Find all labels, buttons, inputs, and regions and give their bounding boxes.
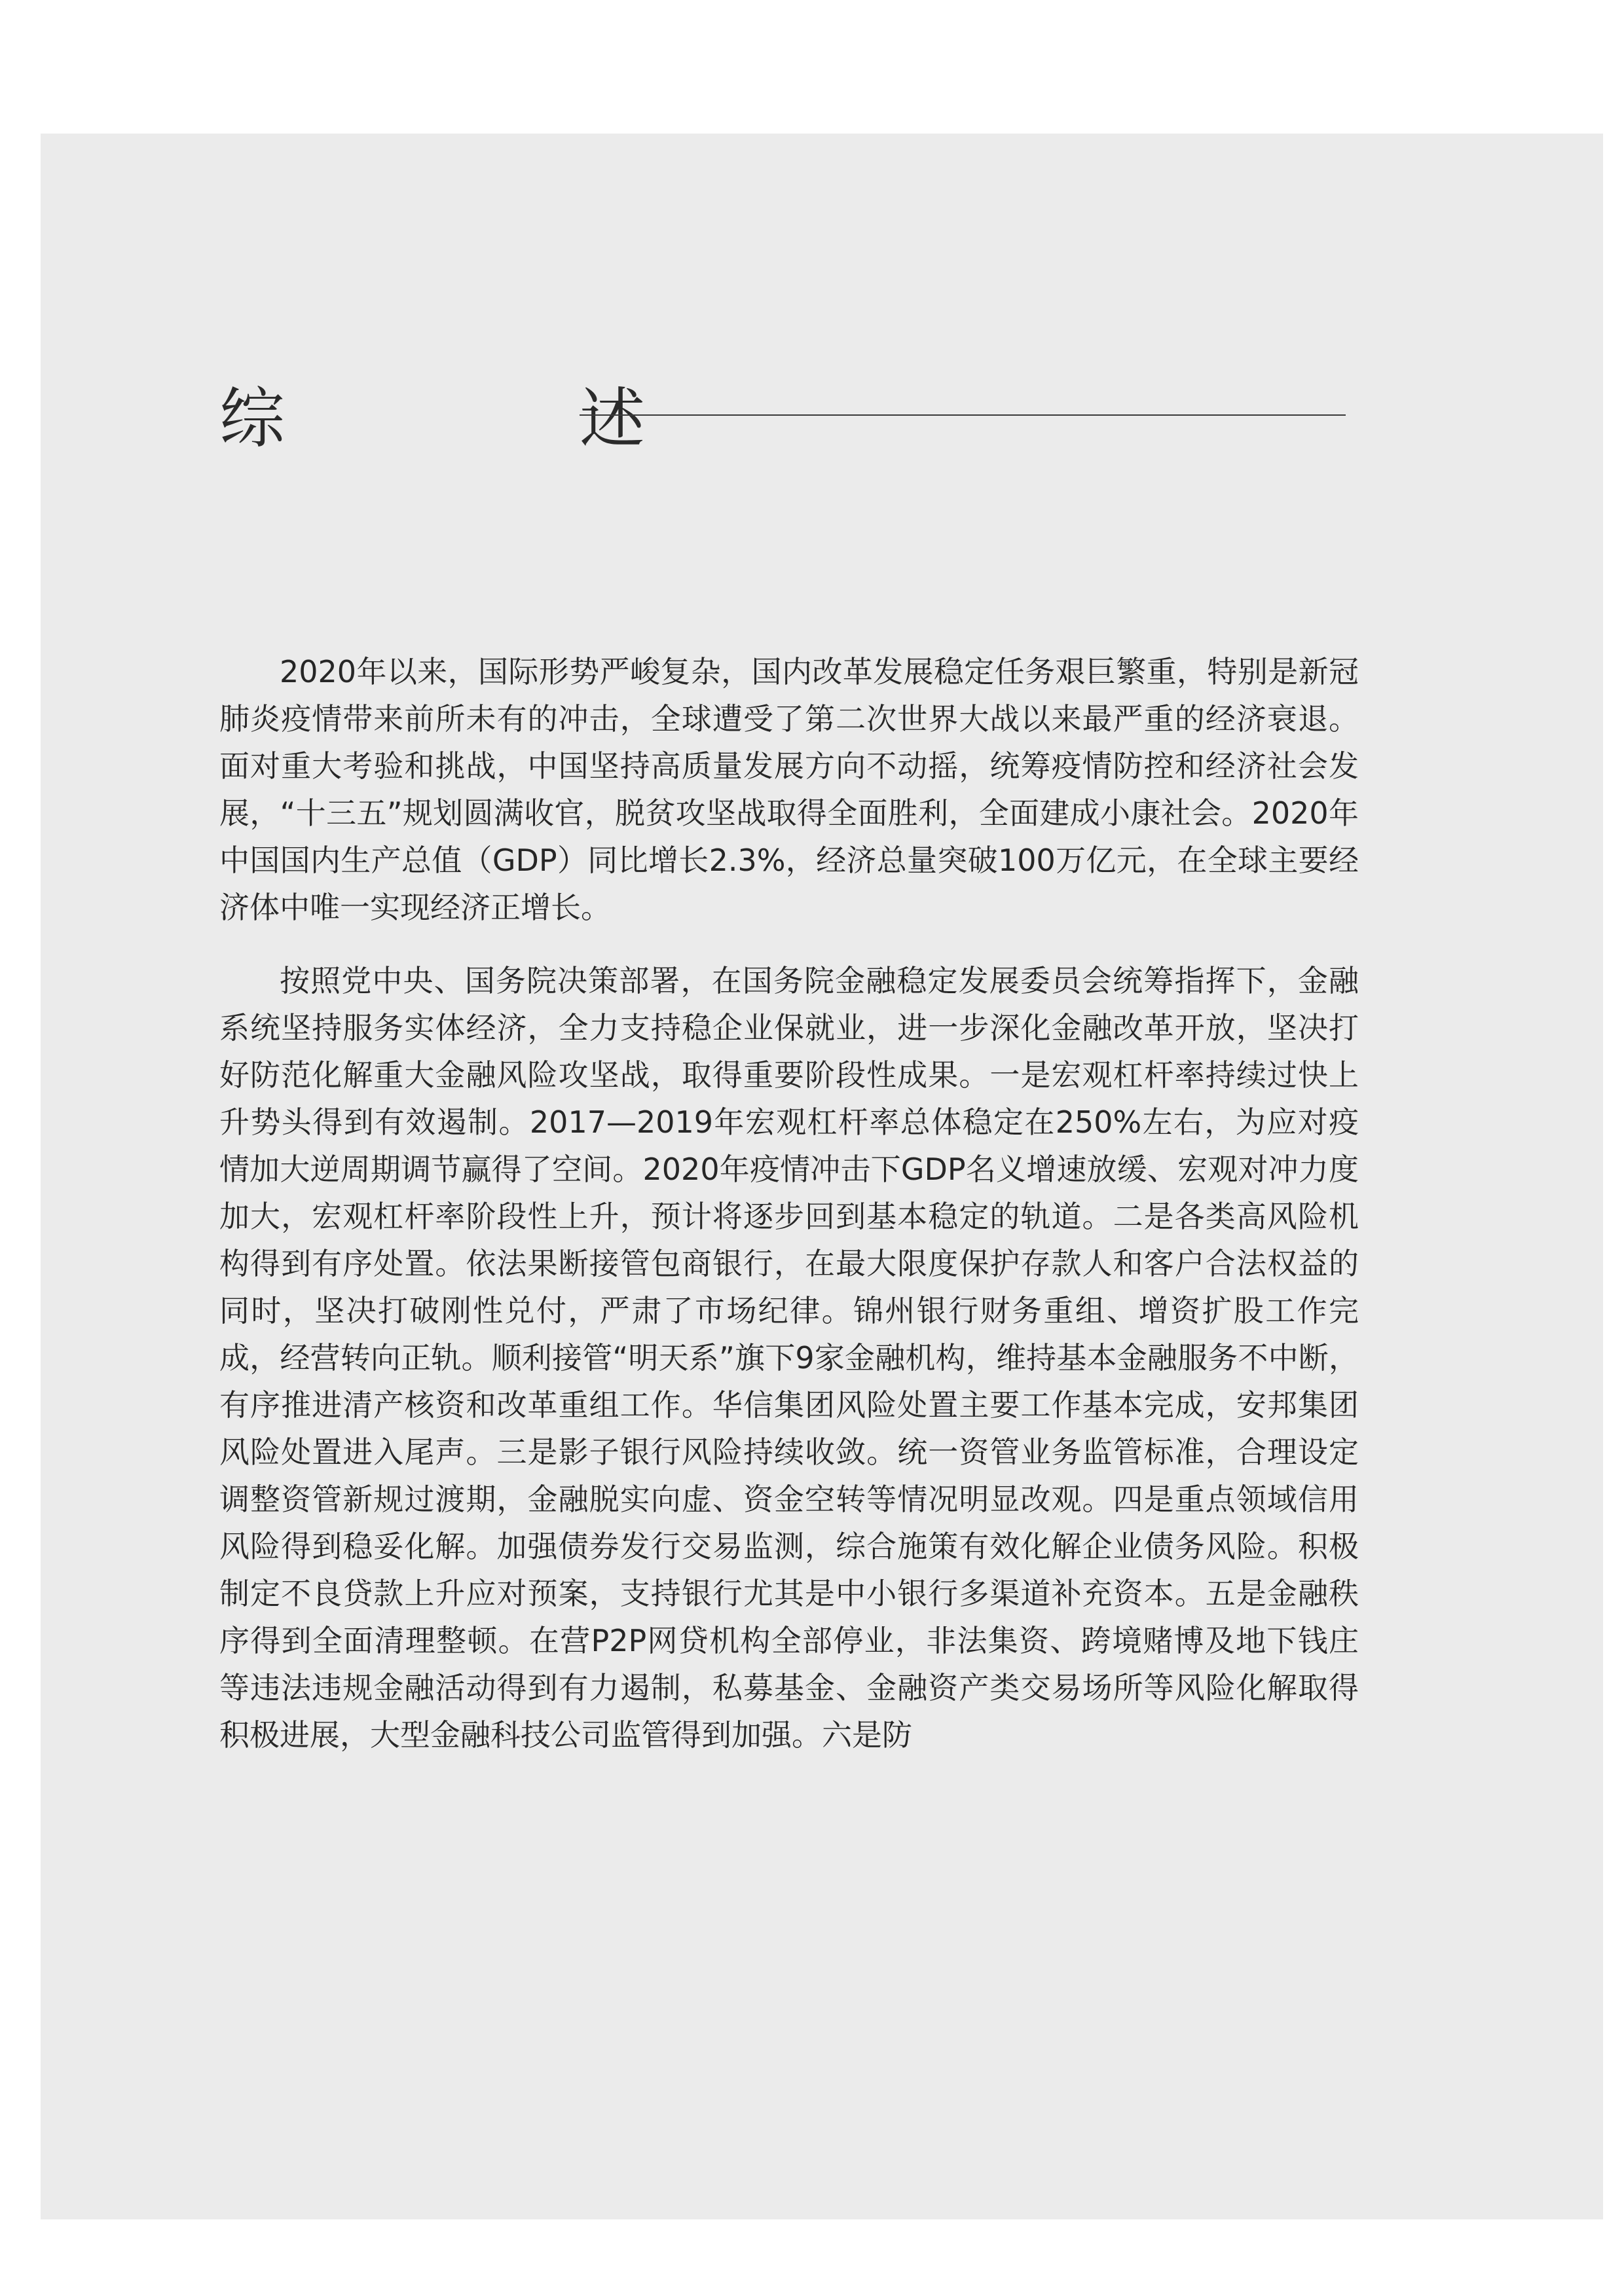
paragraph: 2020年以来，国际形势严峻复杂，国内改革发展稳定任务艰巨繁重，特别是新冠肺炎疫情带来前所未有的冲击，全球遭受了第二次世界大战以来最严重的经济衰退。面对重大考验和挑战，中国坚持高质量发展方向不动摇，统筹疫情防控和经济社会发展，“十三五”规划圆满收官，脱贫攻坚战取得全面胜利，全面建成小康社会。2020年中国国内生产总值（GDP）同比增长2.3%，经济总量突破100万亿元，在全球主要经济体中唯一实现经济正增长。: [219, 654, 1359, 925]
section-heading: [219, 376, 1346, 468]
heading-rule: [580, 414, 1346, 416]
paragraph: 按照党中央、国务院决策部署，在国务院金融稳定发展委员会统筹指挥下，金融系统坚持服务实体经济，全力支持稳企业保就业，进一步深化金融改革开放，坚决打好防范化解重大金融风险攻坚战，取得重要阶段性成果。一是宏观杠杆率持续过快上升势头得到有效遏制。2017—2019年宏观杠杆率总体稳定在250%左右，为应对疫情加大逆周期调节赢得了空间。2020年疫情冲击下GDP名义增速放缓、宏观对冲力度加大，宏观杠杆率阶段性上升，预计将逐步回到基本稳定的轨道。二是各类高风险机构得到有序处置。依法果断接管包商银行，在最大限度保护存款人和客户合法权益的同时，坚决打破刚性兑付，严肃了市场纪律。锦州银行财务重组、增资扩股工作完成，经营转向正轨。顺利接管“明天系”旗下9家金融机构，维持基本金融服务不中断，有序推进清产核资和改革重组工作。华信集团风险处置主要工作基本完成，安邦集团风险处置进入尾声。三是影子银行风险持续收敛。统一资管业务监管标准，合理设定调整资管新规过渡期，金融脱实向虚、资金空转等情况明显改观。四是重点领域信用风险得到稳妥化解。加强债券发行交易监测，综合施策有效化解企业债务风险。积极制定不良贷款上升应对预案，支持银行尤其是中小银行多渠道补充资本。五是金融秩序得到全面清理整顿。在营P2P网贷机构全部停业，非法集资、跨境赌博及地下钱庄等违法违规金融活动得到有力遏制，私募基金、金融资产类交易场所等风险化解取得积极进展，大型金融科技公司监管得到加强。六是防: [219, 963, 1359, 1753]
section-title: 综 述: [219, 380, 760, 457]
body-text: [219, 648, 1359, 1758]
